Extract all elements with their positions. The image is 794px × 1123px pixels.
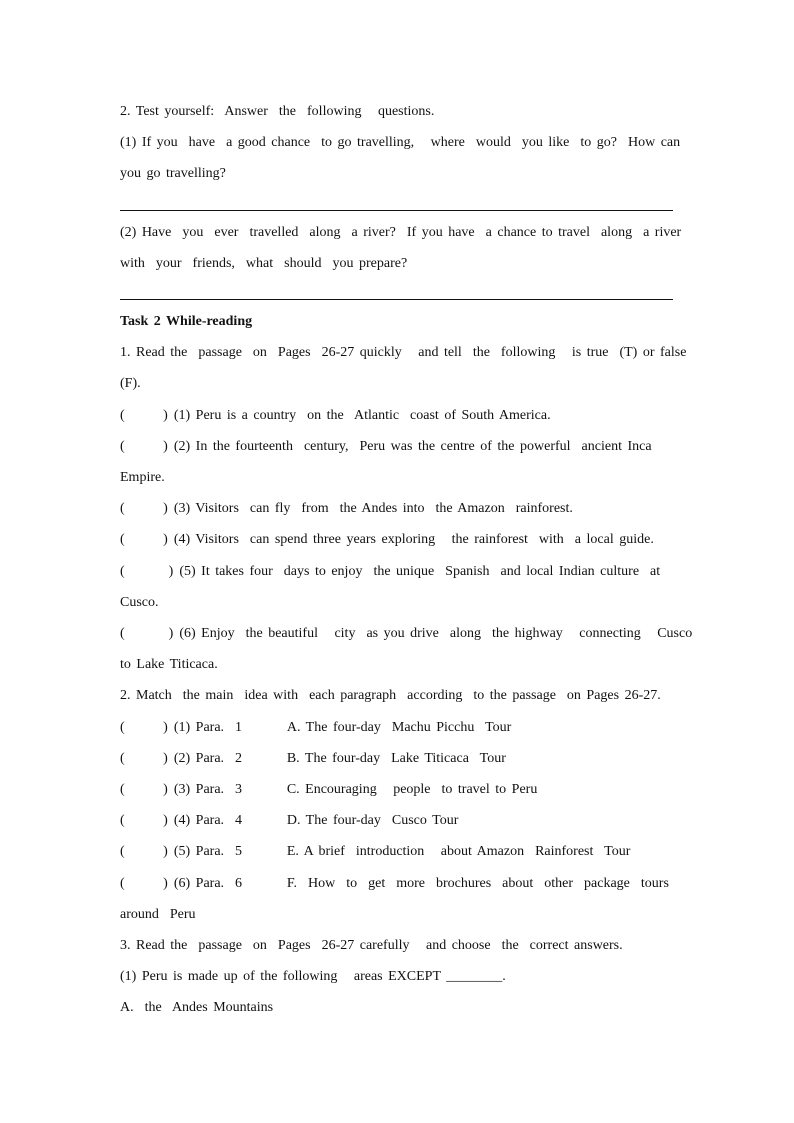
tf-item-text: (5) It takes four days to enjoy the unique Spanish and local Indian culture at	[179, 563, 661, 579]
match-row	[120, 868, 673, 899]
tf-item	[120, 493, 673, 524]
tf-item-text: (4) Visitors can spend three years exploring the rainforest with a local guide.	[173, 532, 654, 548]
answer-bracket[interactable]: ( )	[120, 438, 168, 454]
part1-instruction-line-1: 1. Read the passage on Pages 26-27 quickly and tell the following is true (T) or false	[120, 345, 687, 361]
question-1-line-2: you go travelling?	[120, 166, 226, 182]
tf-item-text: (3) Visitors can fly from the Andes into the Amazon rainforest.	[173, 501, 573, 517]
match-para: (1) Para. 1	[173, 719, 243, 735]
section-heading: 2. Test yourself: Answer the following questions.	[120, 104, 435, 119]
question-2-line-2: with your friends, what should you prepare?	[120, 255, 408, 271]
answer-bracket[interactable]: ( )	[120, 782, 168, 798]
tf-item-text: (2) In the fourteenth century, Peru was the centre of the powerful ancient Inca	[173, 438, 652, 454]
match-idea: F. How to get more brochures about other package tours	[286, 875, 669, 891]
tf-item	[120, 431, 673, 462]
answer-bracket[interactable]: ( )	[120, 750, 168, 766]
match-idea: A. The four-day Machu Picchu Tour	[286, 719, 512, 735]
part3-question-1-option-a: A. the Andes Mountains	[120, 1000, 274, 1016]
tf-item-continuation: to Lake Titicaca.	[120, 657, 218, 673]
answer-line-1	[120, 190, 673, 215]
tf-item-text: (1) Peru is a country on the Atlantic coast of South America.	[173, 407, 551, 423]
answer-bracket[interactable]: ( )	[120, 626, 174, 642]
match-row-continuation: around Peru	[120, 906, 196, 922]
question-1-line-1: (1) If you have a good chance to go travelling, where would you like to go? How can	[120, 135, 681, 151]
match-para: (6) Para. 6	[173, 875, 243, 891]
tf-item	[120, 618, 693, 649]
answer-bracket[interactable]: ( )	[120, 563, 174, 579]
tf-item-text: (6) Enjoy the beautiful city as you drive along the highway connecting Cusco	[179, 626, 693, 642]
match-row	[120, 774, 673, 805]
match-idea: D. The four-day Cusco Tour	[286, 813, 459, 829]
question-2-line-1: (2) Have you ever travelled along a river? If you have a chance to travel along a river	[120, 224, 682, 240]
match-row	[120, 805, 673, 836]
answer-bracket[interactable]: ( )	[120, 719, 168, 735]
part3-question-1: (1) Peru is made up of the following areas EXCEPT ________.	[120, 969, 506, 985]
answer-bracket[interactable]: ( )	[120, 407, 168, 423]
match-para: (2) Para. 2	[173, 750, 243, 766]
tf-item-continuation: Empire.	[120, 470, 165, 486]
match-row	[120, 712, 673, 743]
part3-instruction: 3. Read the passage on Pages 26-27 carefully and choose the correct answers.	[120, 938, 623, 954]
part2-instruction: 2. Match the main idea with each paragraph according to the passage on Pages 26-27.	[120, 688, 661, 704]
task-title: Task 2 While-reading	[120, 314, 253, 330]
document-page	[120, 96, 693, 1024]
match-row	[120, 836, 673, 867]
match-row	[120, 743, 673, 774]
answer-bracket[interactable]: ( )	[120, 813, 168, 829]
answer-bracket[interactable]: ( )	[120, 532, 168, 548]
answer-line-2	[120, 279, 673, 304]
match-para: (5) Para. 5	[173, 844, 243, 860]
match-idea: B. The four-day Lake Titicaca Tour	[286, 750, 506, 766]
tf-item	[120, 524, 673, 555]
tf-item-continuation: Cusco.	[120, 594, 159, 610]
answer-bracket[interactable]: ( )	[120, 875, 168, 891]
answer-bracket[interactable]: ( )	[120, 844, 168, 860]
match-idea: E. A brief introduction about Amazon Rainforest Tour	[286, 844, 631, 860]
tf-item	[120, 556, 673, 587]
answer-bracket[interactable]: ( )	[120, 501, 168, 517]
part1-instruction-line-2: (F).	[120, 376, 141, 392]
match-idea: C. Encouraging people to travel to Peru	[286, 782, 538, 798]
match-para: (3) Para. 3	[173, 782, 243, 798]
tf-item	[120, 400, 673, 431]
match-para: (4) Para. 4	[173, 813, 243, 829]
